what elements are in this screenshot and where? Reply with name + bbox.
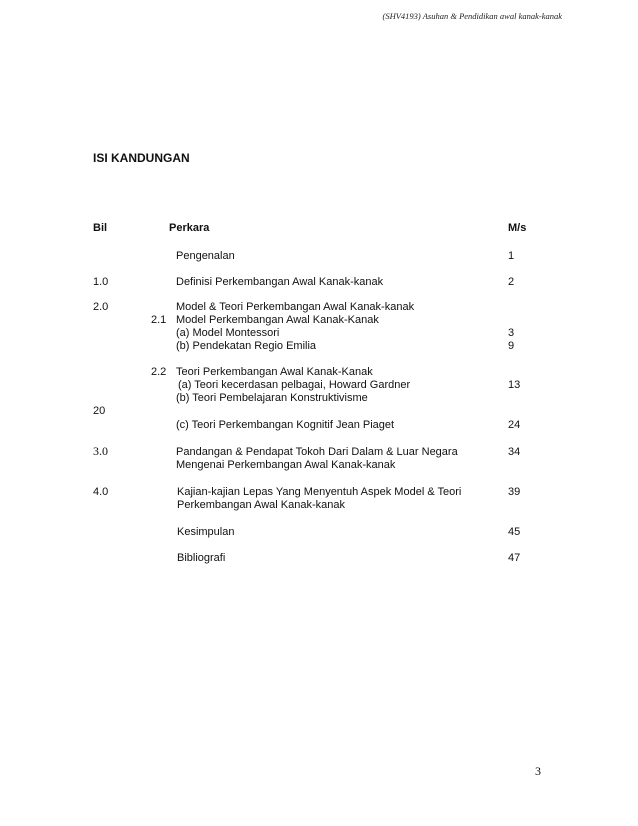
toc-entry-text: Model & Teori Perkembangan Awal Kanak-kanak — [176, 301, 415, 313]
toc-entry-text: (b) Pendekatan Regio Emilia — [176, 340, 317, 352]
toc-entry-text: Mengenai Perkembangan Awal Kanak-kanak — [176, 459, 396, 471]
toc-entry-text: (b) Teori Pembelajaran Konstruktivisme — [176, 392, 368, 404]
column-header-ms: M/s — [508, 222, 527, 234]
toc-entry-page: 2 — [508, 276, 515, 288]
toc-entry-page: 3 — [508, 327, 515, 339]
toc-entry-text: (a) Teori kecerdasan pelbagai, Howard Gardner — [178, 379, 411, 391]
toc-subsection-number: 2.1 — [151, 314, 167, 326]
toc-entry-text: Bibliografi — [177, 552, 226, 564]
toc-entry-text: (c) Teori Perkembangan Kognitif Jean Piaget — [176, 419, 395, 431]
toc-entry-page: 13 — [508, 379, 521, 391]
toc-entry-page: 1 — [508, 250, 515, 262]
toc-entry-number: 2.0 — [93, 301, 109, 313]
toc-entry-number: 4.0 — [93, 486, 109, 498]
toc-stray-number: 20 — [93, 405, 106, 417]
column-header-perkara: Perkara — [169, 222, 210, 234]
column-header-bil: Bil — [93, 222, 108, 234]
page-number: 3 — [535, 764, 541, 778]
page-title: ISI KANDUNGAN — [93, 151, 190, 165]
toc-entry-text: Model Perkembangan Awal Kanak-Kanak — [176, 314, 379, 326]
toc-entry-page: 9 — [508, 340, 515, 352]
toc-entry-number: 1.0 — [93, 276, 109, 288]
toc-entry-page: 45 — [508, 526, 521, 538]
running-header: (SHV4193) Asuhan & Pendidikan awal kanak-kanak — [382, 11, 562, 21]
toc-entry-number: 3.0 — [93, 444, 108, 458]
toc-entry-page: 24 — [508, 419, 521, 431]
toc-entry-page: 34 — [508, 446, 521, 458]
toc-subsection-number: 2.2 — [151, 366, 167, 378]
toc-entry-text: Teori Perkembangan Awal Kanak-Kanak — [176, 366, 373, 378]
toc-entry-page: 47 — [508, 552, 521, 564]
toc-entry-text: Pengenalan — [176, 250, 235, 262]
toc-entry-page: 39 — [508, 486, 521, 498]
toc-entry-text: (a) Model Montessori — [176, 327, 280, 339]
toc-entry-text: Definisi Perkembangan Awal Kanak-kanak — [176, 276, 384, 288]
toc-entry-text: Kesimpulan — [177, 526, 235, 538]
toc-entry-text: Pandangan & Pendapat Tokoh Dari Dalam & Luar Negara — [176, 446, 458, 458]
toc-entry-text: Perkembangan Awal Kanak-kanak — [177, 499, 345, 511]
toc-entry-text: Kajian-kajian Lepas Yang Menyentuh Aspek Model & Teori — [177, 486, 462, 498]
